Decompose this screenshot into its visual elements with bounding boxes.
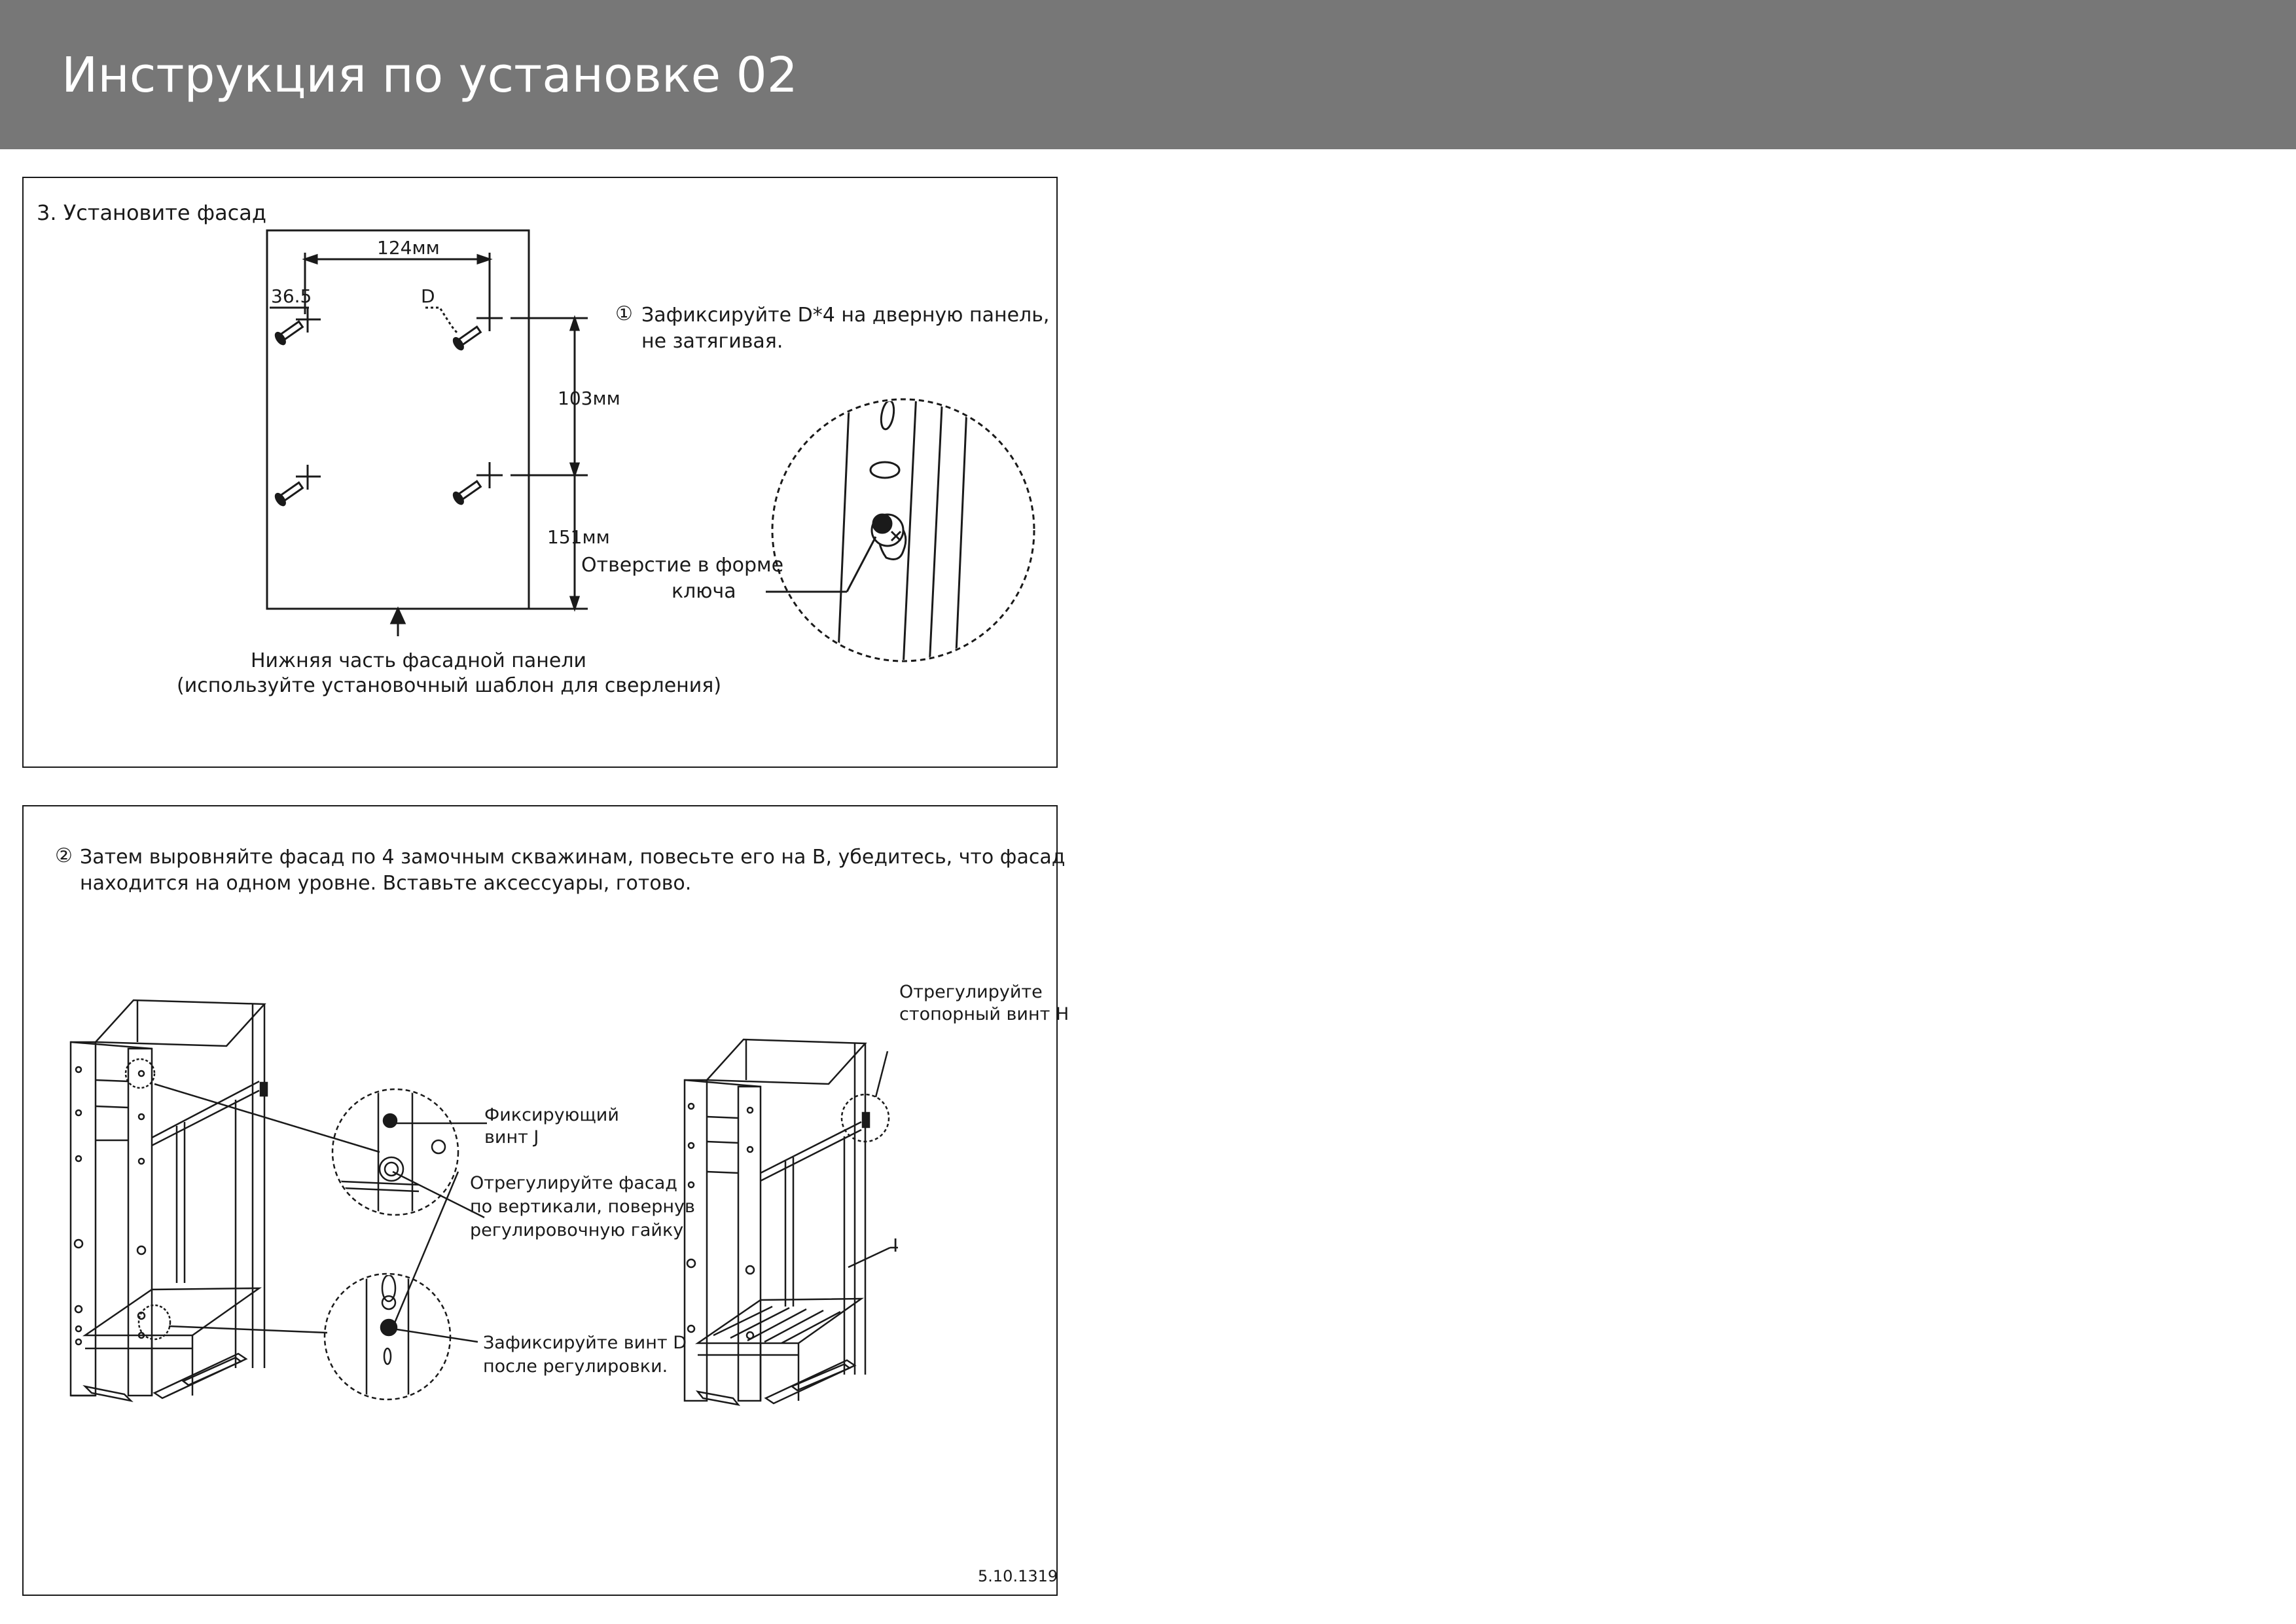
page-title: Инструкция по установке 02 [62, 47, 798, 103]
keyhole-label-line2: ключа [672, 580, 736, 603]
keyhole-label-line1: Отверстие в форме [581, 554, 784, 577]
note-1-line1: Зафиксируйте D*4 на дверную панель, [641, 304, 1050, 327]
dimension-151: 151мм [547, 526, 610, 548]
screw-j-line1: Фиксирующий [484, 1105, 619, 1125]
label-i: I [893, 1235, 899, 1256]
dimension-124: 124мм [377, 237, 440, 259]
bottom-label-line2: (используйте установочный шаблон для сверления) [177, 674, 722, 697]
step-title: 3. Установите фасад [37, 200, 266, 225]
dimension-36-5: 36.5 [271, 285, 312, 307]
stop-h-line2: стопорный винт H [899, 1004, 1069, 1024]
document-code: 5.10.1319 [978, 1567, 1058, 1585]
note-1-line2: не затягивая. [641, 330, 783, 353]
adjust-line1: Отрегулируйте фасад [470, 1173, 677, 1193]
label-d: D [421, 285, 435, 307]
screw-j-line2: винт J [484, 1127, 539, 1147]
note-2-number: ② [55, 844, 73, 867]
fix-d-line1: Зафиксируйте винт D [483, 1333, 687, 1353]
bottom-label-line1: Нижняя часть фасадной панели [251, 649, 587, 672]
fix-d-line2: после регулировки. [483, 1356, 668, 1377]
note-1-number: ① [615, 302, 633, 325]
adjust-line3: регулировочную гайку [470, 1220, 684, 1240]
adjust-line2: по вертикали, повернув [470, 1197, 695, 1217]
note-2-line1: Затем выровняйте фасад по 4 замочным скважинам, повесьте его на B, убедитесь, что фасад [80, 846, 1066, 869]
dimension-103: 103мм [558, 388, 620, 409]
stop-h-line1: Отрегулируйте [899, 982, 1043, 1002]
note-2-line2: находится на одном уровне. Вставьте аксессуары, готово. [80, 872, 692, 895]
